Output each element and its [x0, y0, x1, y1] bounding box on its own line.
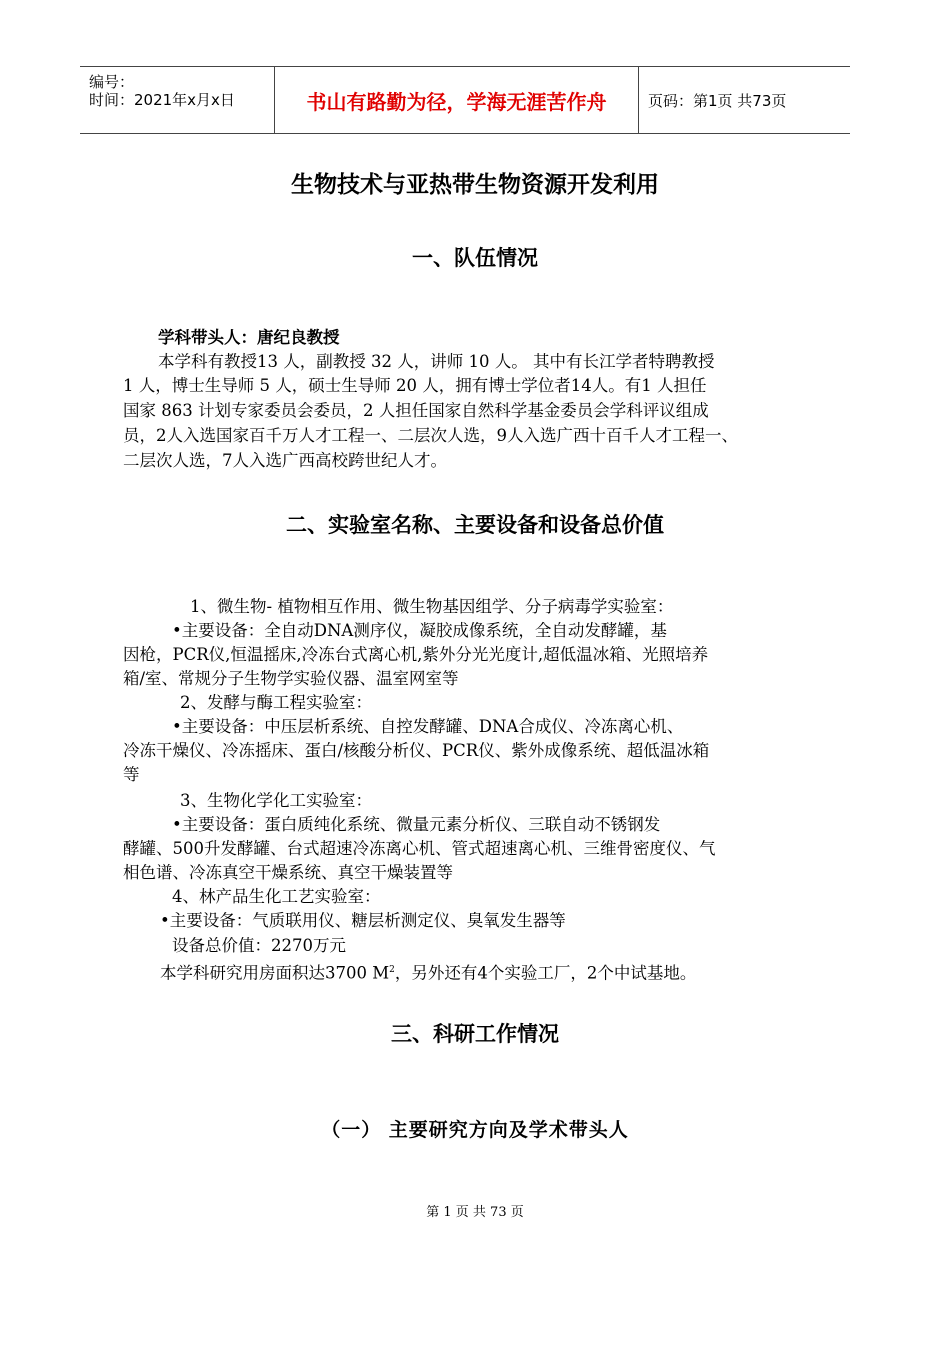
doc-time-label: 时间：2021年x月x日: [89, 91, 235, 109]
section-heading-labs: 二、实验室名称、主要设备和设备总价值: [286, 513, 664, 537]
lab-title: 1、微生物- 植物相互作用、微生物基因组学、分子病毒学实验室：: [190, 597, 674, 616]
lab-equipment-line: 相色谱、冷冻真空干燥系统、真空干燥装置等: [123, 863, 453, 882]
lab-equipment-line: •主要设备：蛋白质纯化系统、微量元素分析仪、三联自动不锈钢发: [172, 815, 661, 834]
page-footer: 第 1 页 共 73 页: [426, 1205, 524, 1220]
lab-equipment-line: 箱/室、常规分子生物学实验仪器、温室网室等: [123, 669, 459, 688]
subsection-heading: （一） 主要研究方向及学术带头人: [321, 1119, 629, 1141]
doc-number-label: 编号：: [89, 73, 135, 91]
team-text-line: 员，2人入选国家百千万人才工程一、二层次人选，9人入选广西十百千人才工程一、: [123, 426, 738, 445]
document-title: 生物技术与亚热带生物资源开发利用: [291, 172, 659, 198]
lab-title: 2、发酵与酶工程实验室：: [180, 693, 372, 712]
lab-equipment-line: 酵罐、500升发酵罐、台式超速冷冻离心机、管式超速离心机、三维骨密度仪、气: [123, 839, 716, 858]
header-page-info: 页码：第1页 共73页: [648, 91, 787, 110]
lab-area-superscript: 2: [389, 965, 395, 975]
lab-equipment-line: •主要设备：全自动DNA测序仪，凝胶成像系统，全自动发酵罐，基: [172, 621, 667, 640]
lab-equipment-line: 等: [123, 765, 140, 784]
lab-equipment-line: •主要设备：气质联用仪、糖层析测定仪、臭氧发生器等: [160, 911, 566, 930]
team-text-line: 本学科有教授13 人，副教授 32 人，讲师 10 人。 其中有长江学者特聘教授: [158, 352, 715, 371]
header-meta: [80, 67, 275, 133]
page-header: [80, 66, 850, 134]
discipline-leader: 学科带头人：唐纪良教授: [158, 328, 340, 347]
lab-equipment-line: •主要设备：中压层析系统、自控发酵罐、DNA合成仪、冷冻离心机、: [172, 717, 684, 736]
lab-title: 4、林产品生化工艺实验室：: [172, 887, 381, 906]
lab-area-text: 本学科研究用房面积达3700 M: [160, 963, 390, 983]
equipment-total-value: 设备总价值：2270万元: [172, 936, 346, 955]
section-heading-research: 三、科研工作情况: [391, 1022, 559, 1046]
team-text-line: 二层次人选，7人入选广西高校跨世纪人才。: [123, 451, 447, 470]
lab-area-text-cont: ，另外还有4个实验工厂，2个中试基地。: [394, 963, 697, 983]
team-text-line: 1 人，博士生导师 5 人，硕士生导师 20 人，拥有博士学位者14人。有1 人担任: [123, 376, 707, 395]
section-heading-team: 一、队伍情况: [412, 246, 538, 270]
lab-equipment-line: 冷冻干燥仪、冷冻摇床、蛋白/核酸分析仪、PCR仪、紫外成像系统、超低温冰箱: [123, 741, 710, 760]
lab-title: 3、生物化学化工实验室：: [180, 791, 372, 810]
lab-area-line: [160, 959, 696, 985]
lab-equipment-line: 因枪，PCR仪,恒温摇床,冷冻台式离心机,紫外分光光度计,超低温冰箱、光照培养: [123, 645, 709, 664]
header-motto: 书山有路勤为径，学海无涯苦作舟: [275, 67, 639, 133]
team-text-line: 国家 863 计划专家委员会委员，2 人担任国家自然科学基金委员会学科评议组成: [123, 401, 709, 420]
